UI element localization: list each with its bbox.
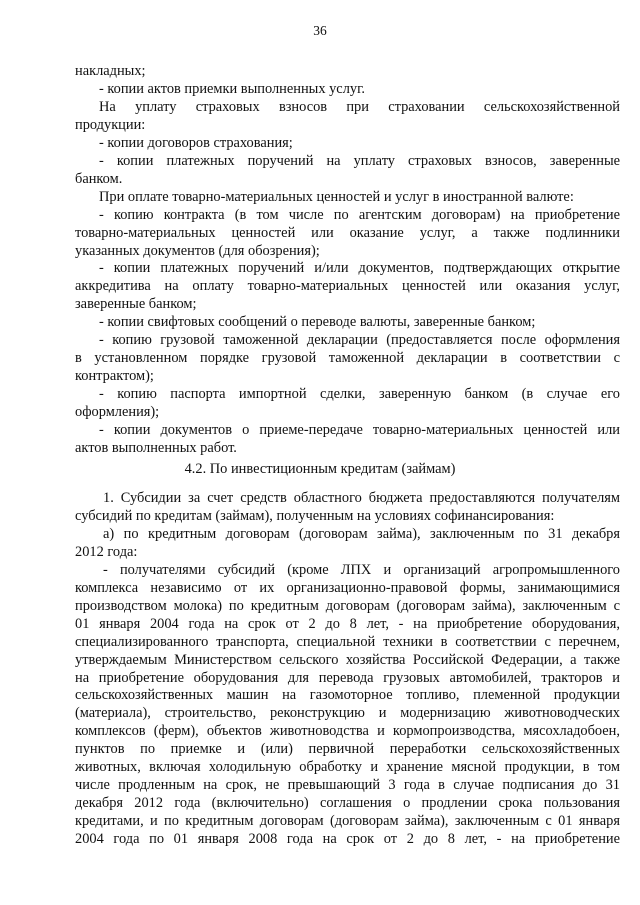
text-line: - копии документов о приеме-передаче товарно-материальных ценностей или (99, 422, 620, 439)
text-line: банком. (75, 170, 123, 187)
text-line: производством молока) по кредитным договорам (договорам займа), заключенным с (75, 597, 620, 614)
text-line: животных, включая холодильную обработку и хранение мясной продукции, в том (75, 759, 620, 776)
text-line: - копии актов приемки выполненных услуг. (99, 80, 365, 97)
text-line: - копию контракта (в том числе по агентским договорам) на приобретение (99, 206, 620, 223)
text-line: актов выполненных работ. (75, 440, 237, 457)
text-line: (материала), строительство, реконструкцию и модернизацию животноводческих (75, 705, 620, 722)
text-line: - копии платежных поручений и/или документов, подтверждающих открытие (99, 260, 620, 277)
text-line: накладных; (75, 63, 146, 79)
text-line: - копии договоров страхования; (99, 134, 293, 151)
text-line: в установленном порядке грузовой таможенной декларации в соответствии с (75, 350, 620, 367)
text-line: При оплате товарно-материальных ценностей и услуг в иностранной валюте: (99, 188, 574, 205)
text-line: - копии платежных поручений на уплату страховых взносов, заверенные (99, 152, 620, 169)
text-line: утверждаемым Министерством сельского хозяйства Российской Федерации, а также (75, 651, 620, 668)
text-line: - получателями субсидий (кроме ЛПХ и организаций агропромышленного (103, 561, 620, 578)
text-line: сельскохозяйственных машин на газомоторное топливо, племенной продукции (75, 687, 620, 704)
text-line: аккредитива на оплату товарно-материальных ценностей или оказания услуг, (75, 278, 620, 295)
text-line: субсидий по кредитам (займам), полученным на условиях софинансирования: (75, 507, 555, 524)
text-line: На уплату страховых взносов при страховании сельскохозяйственной (99, 98, 620, 115)
text-line: указанных документов (для обозрения); (75, 242, 320, 259)
section-heading: 4.2. По инвестиционным кредитам (займам) (184, 461, 456, 477)
text-line: на приобретение оборудования для перевода грузовых автомобилей, тракторов и (75, 669, 620, 686)
text-line: декабря 2012 года (включительно) соглашения о продлении срока пользования (75, 795, 620, 812)
page-number: 36 (313, 23, 327, 38)
text-line: 01 января 2004 года на срок от 2 до 8 лет, - на приобретение оборудования, (75, 615, 620, 632)
text-line: - копии свифтовых сообщений о переводе валюты, заверенные банком; (99, 314, 536, 331)
text-line: оформления); (75, 404, 160, 421)
text-line: 2004 года по 01 января 2008 года на срок от 2 до 8 лет, - на приобретение (75, 831, 620, 848)
text-line: специализированного транспорта, специальной техники в соответствии с перечнем, (75, 633, 620, 650)
text-line: продукции: (75, 116, 146, 133)
text-line: а) по кредитным договорам (договорам займа), заключенным по 31 декабря (103, 525, 620, 542)
text-line: - копию грузовой таможенной декларации (предоставляется после оформления (99, 332, 620, 349)
text-line: контрактом); (75, 368, 154, 385)
text-line: комплекса независимо от их организационно-правовой формы, занимающимися (75, 579, 620, 596)
text-line: комплексов (ферм), объектов животноводства и кормопроизводства, мясохладобоен, (75, 723, 620, 740)
text-line: кредитами, и по кредитным договорам (договорам займа), заключенным с 01 января (75, 813, 620, 830)
section-b-text (75, 490, 620, 849)
text-line: 2012 года: (75, 543, 138, 560)
text-line: - копию паспорта импортной сделки, заверенную банком (в случае его (99, 386, 620, 403)
text-line: заверенные банком; (75, 296, 197, 313)
section-a-text (75, 63, 620, 458)
text-line: 1. Субсидии за счет средств областного бюджета предоставляются получателям (103, 490, 620, 506)
text-line: товарно-материальных ценностей или оказание услуг, а также подлинники (75, 224, 620, 241)
text-line: пунктов по приемке и (или) первичной переработки сельскохозяйственных (75, 741, 620, 758)
text-line: числе продленным на срок, не превышающий 3 года в случае подписания до 31 (75, 777, 620, 794)
